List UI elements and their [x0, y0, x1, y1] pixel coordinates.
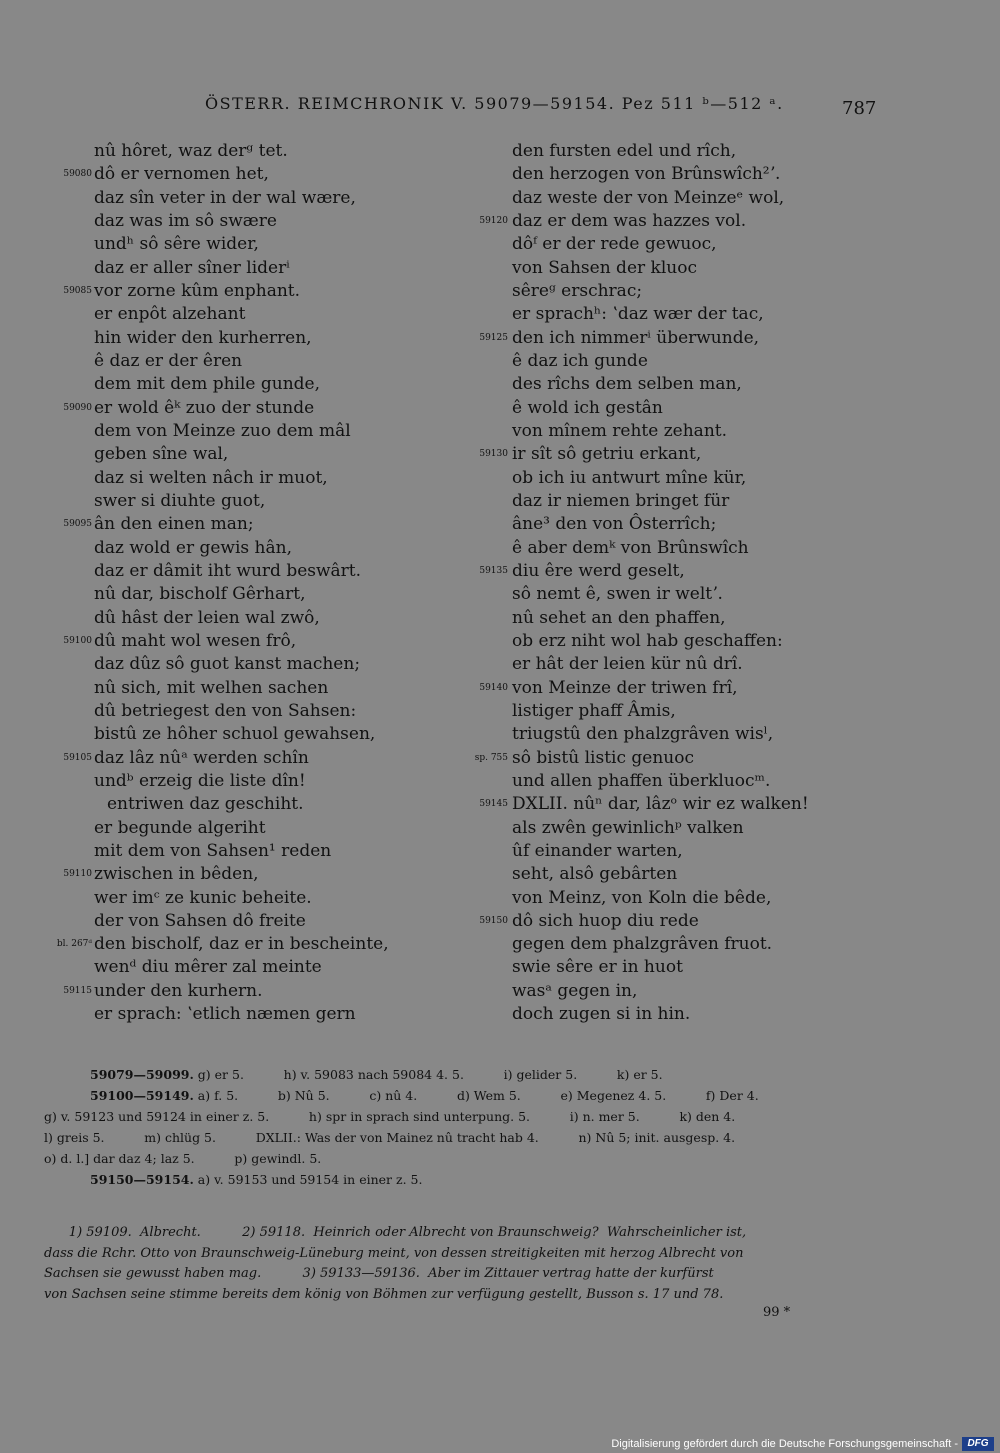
variant-text: g) er 5. h) v. 59083 nach 59084 4. 5. i) gelider 5. k) er 5. [193, 1067, 663, 1082]
verse-text: dô sich huop diu rede [512, 910, 699, 931]
verse-line [0, 140, 480, 163]
verse-line [0, 910, 480, 933]
verse-text: doch zugen si in hin. [512, 1004, 691, 1025]
variant-text: a) v. 59153 und 59154 in einer z. 5. [193, 1172, 423, 1187]
line-number: 59110 [63, 869, 92, 880]
verse-text: under den kurhern. [94, 980, 263, 1001]
verse-text: der von Sahsen dô freite [94, 910, 306, 931]
verse-text: diu êre werd geselt, [512, 560, 685, 581]
verse-text: bistû ze hôher schuol gewahsen, [94, 724, 376, 745]
verse-line [0, 607, 480, 630]
verse-text: ob erz niht wol hab geschaffen: [512, 630, 783, 651]
footnote-line: 1) 59109. Albrecht. 2) 59118. Heinrich oder Albrecht von Braunschweig? Wahrscheinlicher ist, [44, 1225, 747, 1240]
verse-text: undᵇ erzeig die liste dîn! [94, 770, 306, 791]
verse-line [0, 793, 480, 816]
line-number: 59120 [479, 215, 508, 226]
verse-text: er begunde algeriht [94, 817, 266, 838]
verse-line [468, 373, 1000, 396]
verse-text: mit dem von Sahsen¹ reden [94, 840, 332, 861]
verse-text: nû hôret, waz derᵍ tet. [94, 141, 288, 161]
verse-line [468, 257, 1000, 280]
verse-text: ê wold ich gestân [512, 397, 663, 418]
verse-text: dû maht wol wesen frô, [94, 630, 297, 651]
verse-text: geben sîne wal, [94, 444, 229, 465]
variant-row [44, 1064, 874, 1085]
verse-text: und allen phaffen überkluocᵐ. [512, 770, 771, 791]
footnote-line: Sachsen sie gewusst haben mag. 3) 59133—59136. Aber im Zittauer vertrag hatte der kurfürst [44, 1266, 714, 1281]
verse-text: ûf einander warten, [512, 840, 683, 861]
verse-line [468, 607, 1000, 630]
line-number: 59090 [63, 402, 92, 413]
verse-line [0, 677, 480, 700]
verse-text: hin wider den kurherren, [94, 327, 312, 348]
funding-notice: Digitalisierung gefördert durch die Deutsche Forschungsgemeinschaft - [611, 1438, 958, 1450]
verse-line [0, 1003, 480, 1026]
verse-text: von mînem rehte zehant. [512, 420, 727, 441]
line-number: 59140 [479, 682, 508, 693]
verse-text: sô bistû listic genuoc [512, 747, 694, 768]
verse-text: ob ich iu antwurt mîne kür, [512, 467, 747, 488]
variant-row [44, 1127, 874, 1148]
verse-text: dem von Meinze zuo dem mâl [94, 420, 351, 441]
line-number: 59100 [63, 635, 92, 646]
verse-line [0, 233, 480, 256]
verse-line [468, 793, 1000, 816]
verse-text: dô er vernomen het, [94, 164, 269, 185]
verse-line [468, 163, 1000, 186]
variant-text: l) greis 5. m) chlüg 5. DXLII.: Was der von Mainez nû tracht hab 4. n) Nû 5; init. ausgesp. 4. [44, 1130, 736, 1145]
verse-text: nû sich, mit welhen sachen [94, 677, 329, 698]
verse-line [0, 723, 480, 746]
verse-text: entriwen daz geschiht. [107, 794, 304, 815]
verse-line [0, 747, 480, 770]
verse-line [0, 980, 480, 1003]
verse-text: daz was im sô swære [94, 210, 277, 231]
verse-line [468, 723, 1000, 746]
verse-text: undʰ sô sêre wider, [94, 234, 259, 255]
footnotes [44, 1223, 874, 1305]
verse-text: er hât der leien kür nû drî. [512, 654, 743, 675]
verse-line [468, 443, 1000, 466]
left-verse-column [0, 140, 480, 1026]
verse-text: ê aber demᵏ von Brûnswîch [512, 537, 749, 558]
verse-line [468, 700, 1000, 723]
variant-text: o) d. l.] dar daz 4; laz 5. p) gewindl. 5. [44, 1151, 322, 1166]
signature-mark: 99 * [763, 1305, 791, 1320]
verse-text: den fursten edel und rîch, [512, 141, 737, 161]
right-verse-column [468, 140, 1000, 1026]
verse-text: daz wold er gewis hân, [94, 537, 292, 558]
verse-text: daz ir niemen bringet für [512, 490, 730, 511]
verse-text: er enpôt alzehant [94, 304, 246, 325]
verse-text: listiger phaff Âmis, [512, 700, 676, 721]
verse-line [468, 537, 1000, 560]
verse-text: daz si welten nâch ir muot, [94, 467, 328, 488]
verse-line [0, 163, 480, 186]
verse-line [468, 887, 1000, 910]
footer-bar [0, 1436, 1000, 1453]
verse-text: ir sît sô getriu erkant, [512, 444, 702, 465]
verse-line [0, 490, 480, 513]
verse-line [0, 863, 480, 886]
verse-text: dem mit dem phile gunde, [94, 374, 321, 395]
verse-line [468, 327, 1000, 350]
verse-line [0, 630, 480, 653]
verse-line [0, 653, 480, 676]
variant-row [44, 1085, 874, 1106]
variant-text: a) f. 5. b) Nû 5. c) nû 4. d) Wem 5. e) Megenez 4. 5. f) Der 4. [193, 1088, 759, 1103]
line-number: 59105 [63, 752, 92, 763]
line-number: 59130 [479, 449, 508, 460]
verse-text: triugstû den phalzgrâven wisˡ, [512, 724, 774, 745]
verse-text: den herzogen von Brûnswîch²ʼ. [512, 164, 781, 185]
verse-text: gegen dem phalzgrâven fruot. [512, 934, 773, 955]
verse-line [468, 653, 1000, 676]
variant-range: 59100—59149. [90, 1088, 194, 1103]
verse-line [468, 933, 1000, 956]
verse-text: nû sehet an den phaffen, [512, 607, 726, 628]
footnote-line: von Sachsen seine stimme bereits dem könig von Böhmen zur verfügung gestellt, Busson s. 17 und 78. [44, 1286, 724, 1302]
verse-text: nû dar, bischolf Gêrhart, [94, 584, 306, 605]
verse-text: er sprachʰ: ʽdaz wær der tac, [512, 304, 764, 325]
variant-apparatus [44, 1064, 874, 1190]
verse-line [0, 420, 480, 443]
dfg-logo: DFG [962, 1437, 994, 1451]
variant-row [44, 1106, 874, 1127]
verse-text: swie sêre er in huot [512, 957, 683, 978]
verse-line [468, 630, 1000, 653]
verse-text: sêreᵍ erschrac; [512, 280, 643, 301]
verse-line [468, 350, 1000, 373]
verse-line [468, 1003, 1000, 1026]
verse-line [468, 467, 1000, 490]
verse-line [0, 887, 480, 910]
verse-text: wasᵃ gegen in, [512, 980, 638, 1001]
verse-text: daz lâz nûᵃ werden schîn [94, 747, 309, 768]
verse-text: ê daz ich gunde [512, 350, 648, 371]
variant-range: 59079—59099. [90, 1067, 194, 1082]
verse-text: swer si diuhte guot, [94, 490, 266, 511]
verse-line [0, 770, 480, 793]
verse-line [468, 677, 1000, 700]
verse-line [468, 513, 1000, 536]
line-number: 59115 [63, 985, 92, 996]
verse-line [0, 280, 480, 303]
line-number: sp. 755 [474, 752, 508, 763]
verse-line [0, 303, 480, 326]
verse-line [0, 840, 480, 863]
verse-line [0, 583, 480, 606]
verse-text: daz er aller sîner liderⁱ [94, 257, 290, 278]
verse-text: von Meinz, von Koln die bêde, [512, 887, 772, 908]
verse-text: ân den einen man; [94, 514, 254, 535]
verse-line [468, 187, 1000, 210]
line-number: 59125 [479, 332, 508, 343]
variant-text: g) v. 59123 und 59124 in einer z. 5. h) spr in sprach sind unterpung. 5. i) n. mer 5. k) den 4. [44, 1109, 736, 1124]
verse-line [468, 420, 1000, 443]
verse-text: daz weste der von Meinzeᵉ wol, [512, 187, 785, 208]
verse-line [0, 700, 480, 723]
verse-text: wenᵈ diu mêrer zal meinte [94, 957, 322, 978]
verse-text: vor zorne kûm enphant. [94, 280, 301, 301]
line-number: 59150 [479, 915, 508, 926]
verse-line [468, 863, 1000, 886]
verse-line [0, 187, 480, 210]
verse-line [468, 956, 1000, 979]
verse-text: daz er dem was hazzes vol. [512, 210, 747, 231]
verse-text: daz dûz sô guot kanst machen; [94, 654, 361, 675]
verse-line [0, 956, 480, 979]
verse-line [468, 840, 1000, 863]
line-number: 59080 [63, 169, 92, 180]
line-number: 59145 [479, 799, 508, 810]
verse-line [0, 817, 480, 840]
verse-text: von Meinze der triwen frî, [512, 677, 738, 698]
verse-text: daz er dâmit iht wurd beswârt. [94, 560, 362, 581]
variant-row [44, 1148, 874, 1169]
verse-line [468, 817, 1000, 840]
verse-line [468, 980, 1000, 1003]
verse-line [0, 513, 480, 536]
verse-text: ê daz er der êren [94, 350, 243, 371]
verse-text: DXLII. nûⁿ dar, lâzᵒ wir ez walken! [512, 794, 809, 815]
verse-line [0, 327, 480, 350]
header-title: ÖSTERR. REIMCHRONIK V. 59079—59154. Pez 511 ᵇ—512 ᵃ. [205, 94, 784, 113]
verse-line [0, 467, 480, 490]
verse-text: seht, alsô gebârten [512, 864, 678, 885]
verse-text: zwischen in bêden, [94, 864, 259, 885]
variant-row [44, 1169, 874, 1190]
verse-line [0, 350, 480, 373]
verse-text: des rîchs dem selben man, [512, 374, 742, 395]
verse-line [0, 397, 480, 420]
verse-text: dôᶠ er der rede gewuoc, [512, 234, 717, 255]
verse-line [0, 257, 480, 280]
verse-text: dû hâst der leien wal zwô, [94, 607, 320, 628]
verse-line [0, 373, 480, 396]
page-number: 787 [842, 98, 877, 119]
footnote-line: dass die Rchr. Otto von Braunschweig-Lüneburg meint, von dessen streitigkeiten mit herzog Albrecht von [44, 1245, 744, 1261]
verse-text: er wold êᵏ zuo der stunde [94, 397, 315, 418]
verse-text: wer imᶜ ze kunic beheite. [94, 887, 312, 908]
verse-line [468, 560, 1000, 583]
line-number: 59085 [63, 285, 92, 296]
verse-line [468, 747, 1000, 770]
verse-line [0, 443, 480, 466]
verse-text: den bischolf, daz er in bescheinte, [94, 934, 389, 955]
verse-line [468, 280, 1000, 303]
variant-range: 59150—59154. [90, 1172, 194, 1187]
line-number: bl. 267ᵈ [56, 939, 92, 950]
verse-line [0, 560, 480, 583]
verse-line [0, 210, 480, 233]
verse-line [468, 210, 1000, 233]
verse-line [0, 537, 480, 560]
verse-line [468, 490, 1000, 513]
verse-text: dû betriegest den von Sahsen: [94, 700, 357, 721]
verse-line [468, 233, 1000, 256]
line-number: 59095 [63, 519, 92, 530]
verse-line [0, 933, 480, 956]
verse-line [468, 583, 1000, 606]
verse-text: sô nemt ê, swen ir weltʼ. [512, 584, 723, 605]
verse-line [468, 303, 1000, 326]
verse-line [468, 910, 1000, 933]
line-number: 59135 [479, 565, 508, 576]
verse-text: er sprach: ʽetlich næmen gern [94, 1004, 356, 1025]
verse-line [468, 770, 1000, 793]
verse-text: daz sîn veter in der wal wære, [94, 187, 356, 208]
verse-text: âne³ den von Ôsterrîch; [512, 514, 717, 535]
verse-line [468, 140, 1000, 163]
verse-text: den ich nimmerⁱ überwunde, [512, 327, 760, 348]
verse-text: von Sahsen der kluoc [512, 257, 697, 278]
verse-line [468, 397, 1000, 420]
verse-text: als zwên gewinlichᵖ valken [512, 817, 744, 838]
